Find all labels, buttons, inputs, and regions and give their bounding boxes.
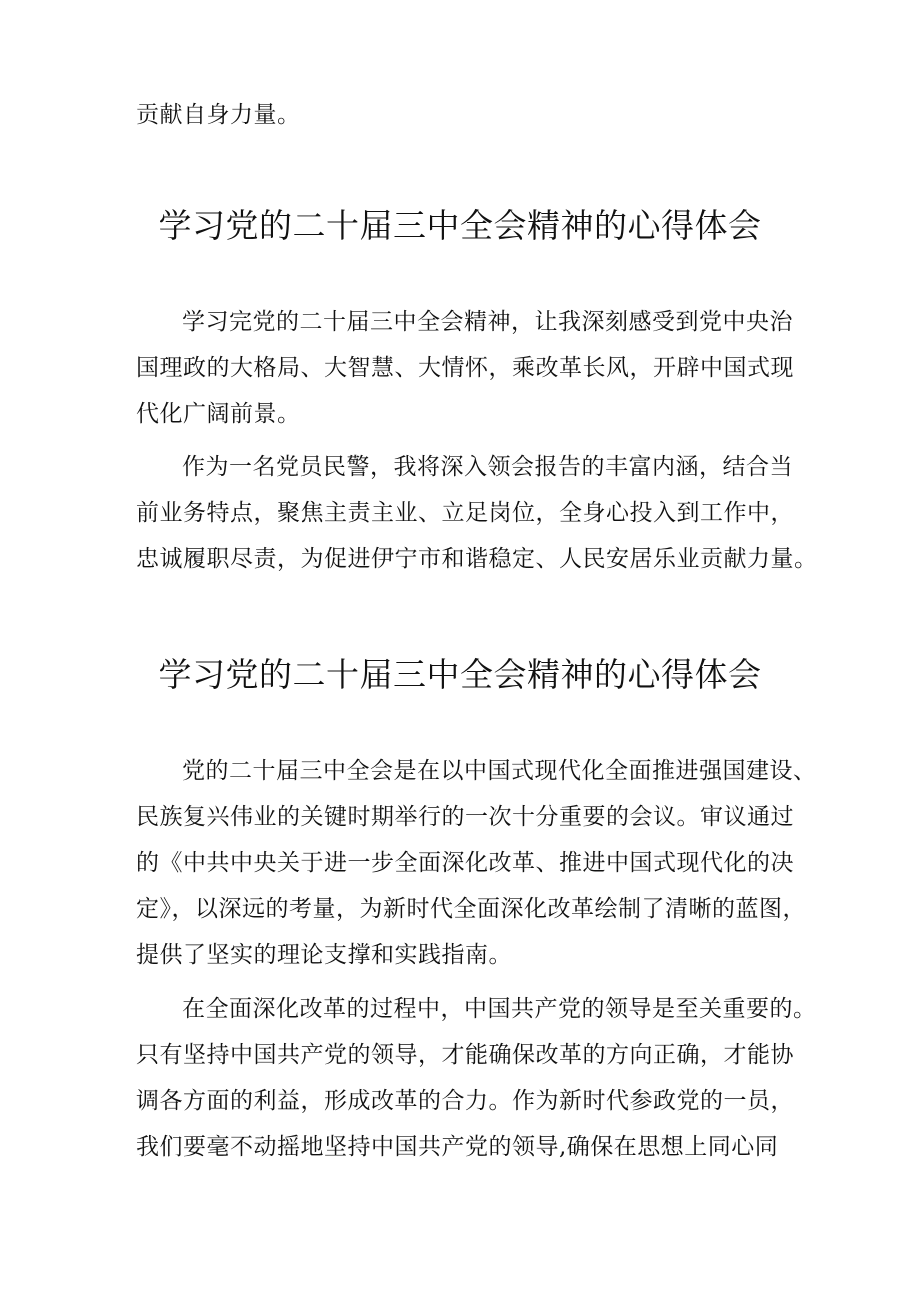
section-2-paragraph-2-line-2: 只有坚持中国共产党的领导，才能确保改革的方向正确，才能协 <box>136 1042 794 1068</box>
section-2-paragraph-2-line-4: 我们要毫不动摇地坚持中国共产党的领导,确保在思想上同心同 <box>136 1134 779 1160</box>
section-1-paragraph-1-line-1: 学习完党的二十届三中全会精神，让我深刻感受到党中央治 <box>182 309 793 335</box>
section-2-paragraph-1-line-3: 的《中共中央关于进一步全面深化改革、推进中国式现代化的决 <box>136 850 794 876</box>
section-2-paragraph-1-line-5: 提供了坚实的理论支撑和实践指南。 <box>136 942 512 968</box>
section-1-paragraph-1-line-3: 代化广阔前景。 <box>136 401 301 427</box>
section-2-paragraph-1-line-4: 定》，以深远的考量，为新时代全面深化改革绘制了清晰的蓝图， <box>136 896 806 922</box>
section-1-paragraph-2-line-3: 忠诚履职尽责，为促进伊宁市和谐稳定、人民安居乐业贡献力量。 <box>136 546 818 572</box>
section-1-title: 学习党的二十届三中全会精神的心得体会 <box>158 206 762 245</box>
section-2-paragraph-1-line-1: 党的二十届三中全会是在以中国式现代化全面推进强国建设、 <box>182 758 817 784</box>
section-2-paragraph-2-line-3: 调各方面的利益，形成改革的合力。作为新时代参政党的一员， <box>136 1088 794 1114</box>
section-1-paragraph-2-line-1: 作为一名党员民警，我将深入领会报告的丰富内涵，结合当 <box>182 454 793 480</box>
section-2-paragraph-2-line-1: 在全面深化改革的过程中，中国共产党的领导是至关重要的。 <box>182 996 817 1022</box>
section-2-paragraph-1-line-2: 民族复兴伟业的关键时期举行的一次十分重要的会议。审议通过 <box>136 804 794 830</box>
section-2-title: 学习党的二十届三中全会精神的心得体会 <box>158 655 762 694</box>
section-1-paragraph-1-line-2: 国理政的大格局、大智慧、大情怀，乘改革长风，开辟中国式现 <box>136 355 794 381</box>
section-1-paragraph-2-line-2: 前业务特点，聚焦主责主业、立足岗位，全身心投入到工作中， <box>136 500 794 526</box>
intro-text-line: 贡献自身力量。 <box>136 102 301 128</box>
